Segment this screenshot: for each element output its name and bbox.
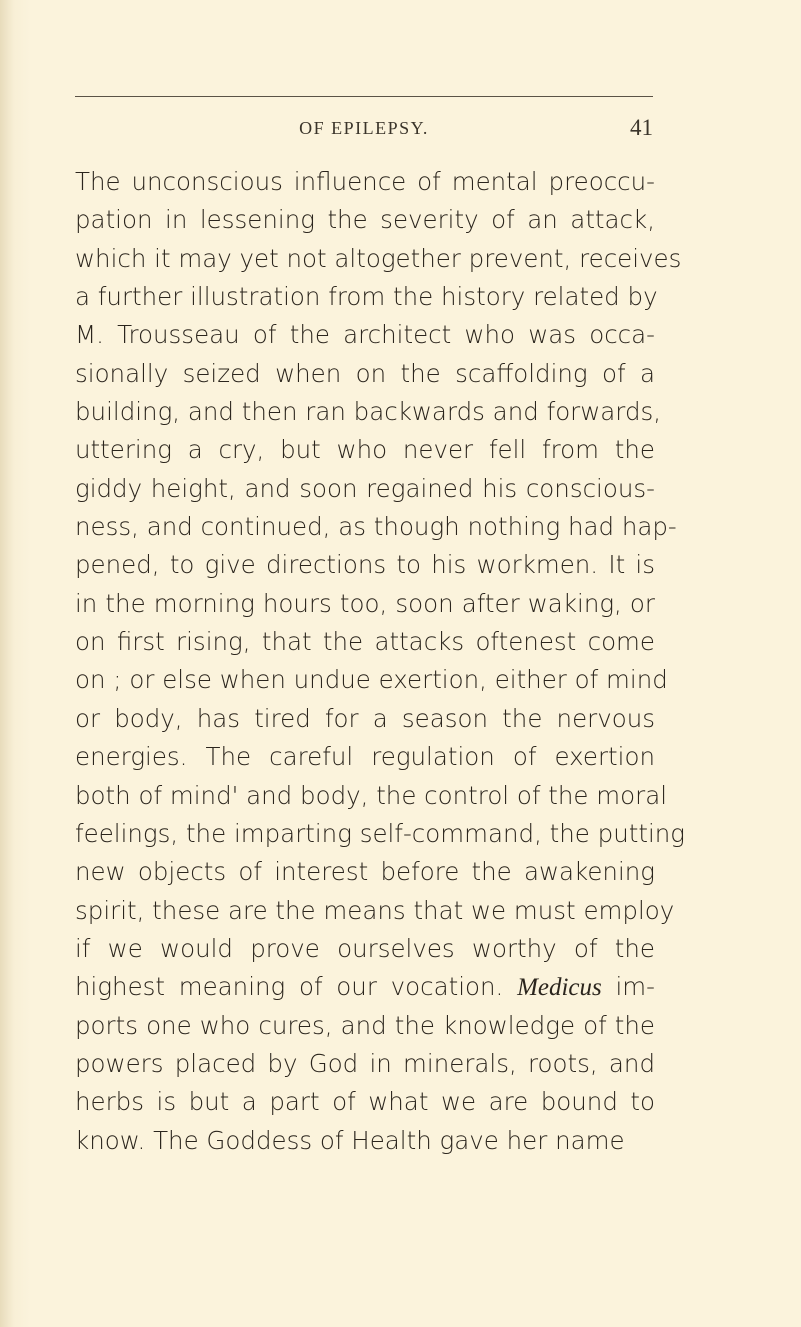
text-line: or body, has tired for a season the nervous (75, 703, 655, 733)
text-line-with-italic (75, 968, 655, 1006)
italic-term: Medicus (517, 974, 602, 1002)
text-line: powers placed by God in minerals, roots, and (75, 1048, 655, 1078)
text-line: which it may yet not altogether prevent, receives (75, 243, 682, 273)
text-line: ports one who cures, and the knowledge of the (75, 1010, 655, 1040)
text-segment: im- (615, 972, 656, 1002)
text-line: on ; or else when undue exertion, either of mind (75, 665, 668, 695)
page-number: 41 (630, 115, 653, 140)
text-line: M. Trousseau of the architect who was occa- (75, 320, 655, 350)
text-line: know. The Goddess of Health gave her name (75, 1125, 625, 1155)
text-line: in the morning hours too, soon after waking, or (75, 588, 655, 618)
running-title: OF EPILEPSY. (299, 118, 429, 138)
text-line: pation in lessening the severity of an attack, (75, 205, 655, 235)
text-line: sionally seized when on the scaffolding of a (75, 358, 655, 388)
text-line: feelings, the imparting self-command, the putting (75, 818, 685, 848)
body-paragraph (75, 163, 685, 1160)
text-line: giddy height, and soon regained his conscious- (75, 473, 655, 503)
text-segment: highest meaning of our vocation. (75, 972, 504, 1002)
text-line: a further illustration from the history related by (75, 282, 658, 312)
text-line: if we would prove ourselves worthy of the (75, 933, 655, 963)
text-line: spirit, these are the means that we must employ (75, 895, 675, 925)
text-line: herbs is but a part of what we are bound to (75, 1087, 655, 1117)
text-line: energies. The careful regulation of exertion (75, 742, 655, 772)
text-line: both of mind' and body, the control of the moral (75, 780, 668, 810)
text-line: uttering a cry, but who never fell from the (75, 435, 655, 465)
text-line: ness, and continued, as though nothing had hap- (75, 512, 677, 542)
text-line: on first rising, that the attacks oftenest come (75, 627, 655, 657)
text-line: pened, to give directions to his workmen. It is (75, 550, 655, 580)
running-head (75, 115, 653, 148)
text-line: building, and then ran backwards and forwards, (75, 397, 662, 427)
text-line: new objects of interest before the awakening (75, 857, 655, 887)
header-rule (75, 96, 653, 97)
text-line: The unconscious influence of mental preoccu- (75, 167, 655, 196)
